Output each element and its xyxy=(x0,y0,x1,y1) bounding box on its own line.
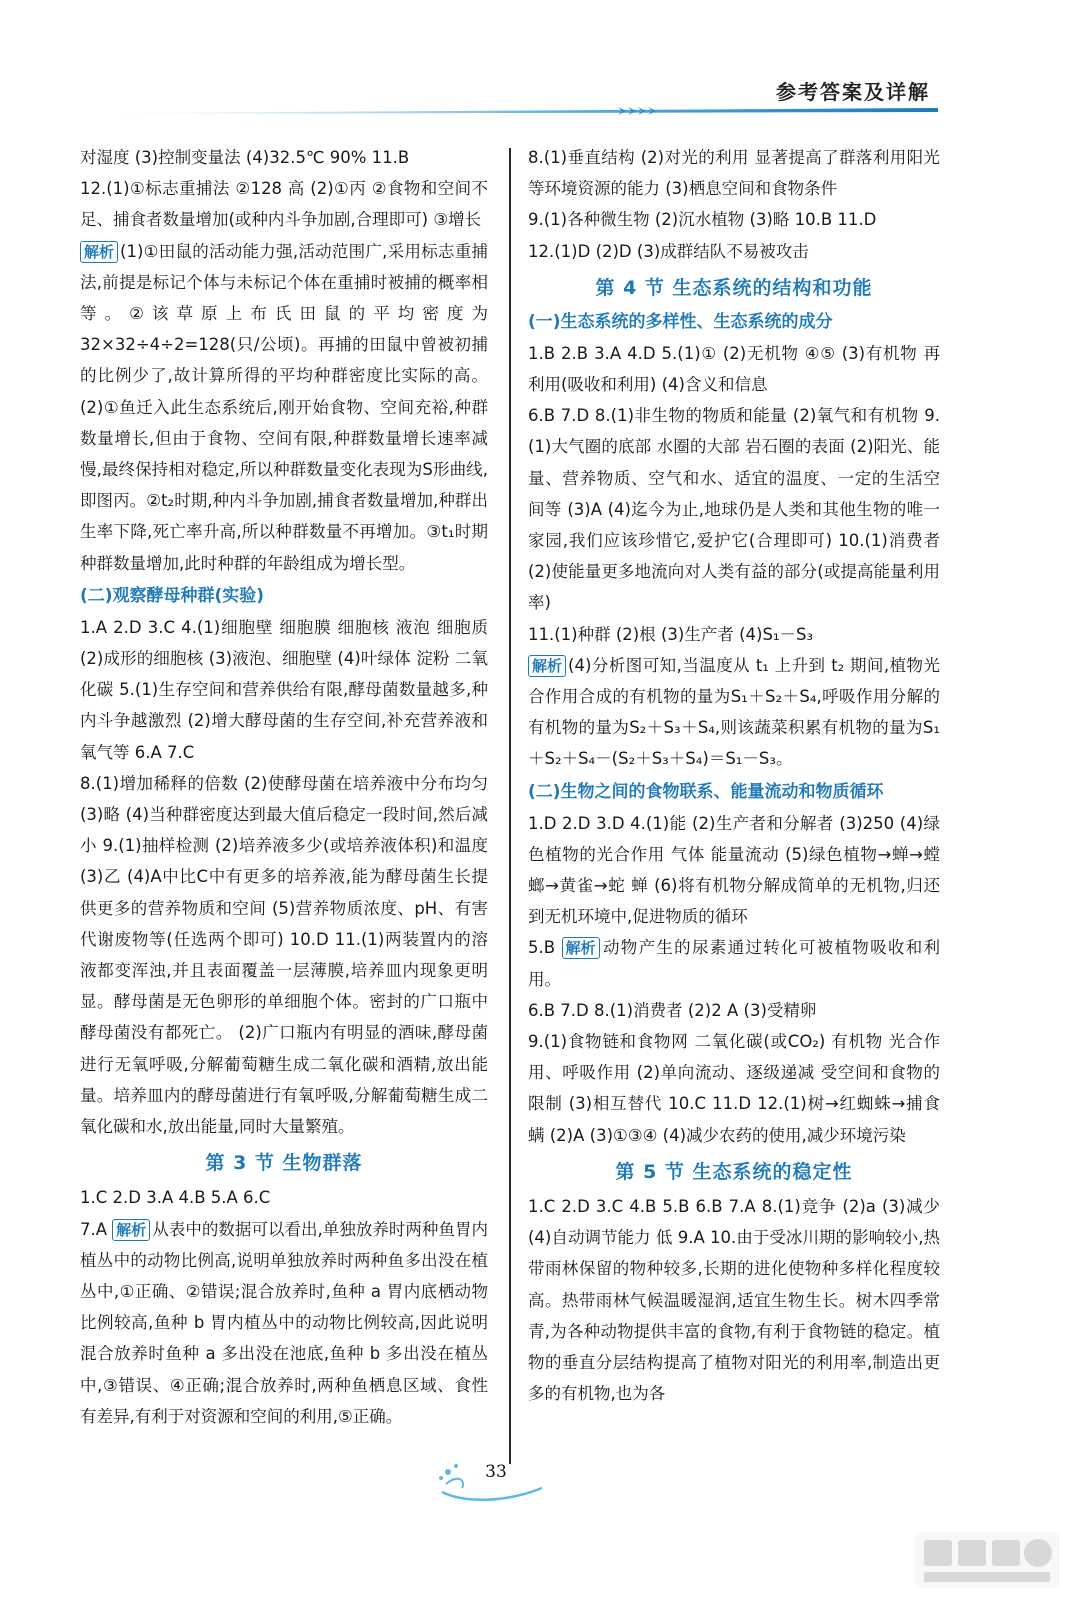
answer-paragraph xyxy=(80,612,488,768)
answer-paragraph xyxy=(80,173,488,235)
answer-paragraph xyxy=(528,808,940,933)
answer-lead: 5.B xyxy=(528,938,562,958)
analysis-tag: 解析 xyxy=(528,655,566,677)
answer-paragraph xyxy=(528,338,940,400)
section-title: 第 5 节 生态系统的稳定性 xyxy=(615,1160,853,1183)
answer-text: 6.B 7.D 8.(1)消费者 (2)2 A (3)受精卵 xyxy=(528,1000,817,1020)
watermark-logo xyxy=(912,1530,1062,1590)
answer-text: 1.A 2.D 3.C 4.(1)细胞壁 细胞膜 细胞核 液泡 细胞质 (2)成形的细胞核 (3)液泡、细胞壁 (4)叶绿体 淀粉 二氧化碳 5.(1)生存空间和营养供给有限,酵母菌数量越多,种内斗争越激烈 (2)增大酵母菌的生存空间,补充营养液和氧气等 6.A 7.C xyxy=(80,617,488,762)
answer-text: 6.B 7.D 8.(1)非生物的物质和能量 (2)氧气和有机物 9.(1)大气圈的底部 水圈的大部 岩石圈的表面 (2)阳光、能量、营养物质、空气和水、适宜的温度、一定的生活空间等 (3)A (4)迄今为止,地球仍是人类和其他生物的唯一家园,我们应该珍惜它,爱护它(合理即可) 10.(1)消费者 (2)使能量更多地流向对人类有益的部分(或提高能量利用率) xyxy=(528,406,940,613)
answer-text: (1)①田鼠的活动能力强,活动范围广,采用标志重捕法,前提是标记个体与未标记个体在重捕时被捕的概率相等。②该草原上布氏田鼠的平均密度为 32×32÷4÷2=128(只/公顷)。再捕的田鼠中曾被初捕的比例少了,故计算所得的平均种群密度比实际的高。(2)①鱼迁入此生态系统后,刚开始食物、空间充裕,种群数量增长,但由于食物、空间有限,种群数量增长速率减慢,最终保持相对稳定,所以种群数量变化表现为S形曲线,即图丙。②t₂时期,种内斗争加剧,捕食者数量增加,种群出生率下降,死亡率升高,所以种群数量不再增加。③t₁时期种群数量增加,此时种群的年龄组成为增长型。 xyxy=(80,241,488,573)
answer-paragraph xyxy=(80,1214,488,1432)
analysis-tag: 解析 xyxy=(562,937,600,959)
answer-text: 12.(1)D (2)D (3)成群结队不易被攻击 xyxy=(528,241,809,261)
answer-paragraph xyxy=(80,1182,488,1213)
answer-paragraph xyxy=(528,400,940,618)
right-column xyxy=(528,142,940,1409)
page-number: 33 xyxy=(485,1462,507,1482)
answer-paragraph xyxy=(528,204,940,235)
answer-paragraph xyxy=(528,142,940,204)
subsection-title: (二)生物之间的食物联系、能量流动和物质循环 xyxy=(528,781,884,802)
answer-text: 从表中的数据可以看出,单独放养时两种鱼胃内植丛中的动物比例高,说明单独放养时两种鱼多出没在植丛中,①正确、②错误;混合放养时,鱼种 a 胃内底栖动物比例较高,鱼种 b 胃内植丛中的动物比例较高,因此说明混合放养时鱼种 a 多出没在池底,鱼种 b 多出没在植丛中,③错误、④正确;混合放养时,两种鱼栖息区域、食性有差异,有利于对资源和空间的利用,⑤正确。 xyxy=(80,1219,488,1426)
column-divider xyxy=(509,148,511,1464)
answer-paragraph xyxy=(528,995,940,1026)
answer-text: 1.D 2.D 3.D 4.(1)能 (2)生产者和分解者 (3)250 (4)绿色植物的光合作用 气体 能量流动 (5)绿色植物→蝉→螳螂→黄雀→蛇 蝉 (6)将有机物分解成简单的无机物,归还到无机环境中,促进物质的循环 xyxy=(528,813,940,927)
answer-text: 1.B 2.B 3.A 4.D 5.(1)① (2)无机物 ④⑤ (3)有机物 再利用(吸收和利用) (4)含义和信息 xyxy=(528,343,940,395)
answer-paragraph xyxy=(528,932,940,994)
answer-lead: 7.A xyxy=(80,1219,113,1239)
answer-text: 9.(1)食物链和食物网 二氧化碳(或CO₂) 有机物 光合作用、呼吸作用 (2)单向流动、逐级递减 受空间和食物的限制 (3)相互替代 10.C 11.D 12.(1)树→红蜘蛛→捕食螨 (2)A (3)①③④ (4)减少农药的使用,减少环境污染 xyxy=(528,1032,940,1145)
answer-paragraph xyxy=(528,650,940,775)
subsection-title: (二)观察酵母种群(实验) xyxy=(80,585,265,606)
answer-text: 9.(1)各种微生物 (2)沉水植物 (3)略 10.B 11.D xyxy=(528,210,877,230)
answer-paragraph xyxy=(80,768,488,1142)
answer-text: 1.C 2.D 3.C 4.B 5.B 6.B 7.A 8.(1)竞争 (2)a (3)减少 (4)自动调节能力 低 9.A 10.由于受冰川期的影响较小,热带雨林保留的物种较多,长期的进化使物种多样化程度较高。热带雨林气候温暖湿润,适宜生物生长。树木四季常青,为各种动物提供丰富的食物,有利于食物链的稳定。植物的垂直分层结构提高了植物对阳光的利用率,制造出更多的有机物,也为各 xyxy=(528,1196,940,1404)
section-title: 第 3 节 生物群落 xyxy=(205,1152,363,1175)
answer-text: 1.C 2.D 3.A 4.B 5.A 6.C xyxy=(80,1188,271,1208)
answer-paragraph xyxy=(528,619,940,650)
answer-text: 8.(1)垂直结构 (2)对光的利用 显著提高了群落利用阳光等环境资源的能力 (3)栖息空间和食物条件 xyxy=(528,148,940,199)
answer-text: 12.(1)①标志重捕法 ②128 高 (2)①丙 ②食物和空间不足、捕食者数量增加(或种内斗争加剧,合理即可) ③增长 xyxy=(80,179,488,230)
answer-text: 对湿度 (3)控制变量法 (4)32.5℃ 90% 11.B xyxy=(80,148,410,167)
answer-paragraph xyxy=(80,236,488,579)
answer-paragraph xyxy=(528,1191,940,1409)
left-column xyxy=(80,142,488,1432)
answer-paragraph xyxy=(528,1026,940,1151)
answer-text: 8.(1)增加稀释的倍数 (2)使酵母菌在培养液中分布均匀 (3)略 (4)当种群密度达到最大值后稳定一段时间,然后减小 9.(1)抽样检测 (2)培养液多少(或培养液体积)和温度 (3)乙 (4)A中比C中有更多的培养液,能为酵母菌生长提供更多的营养物质和空间 (5)营养物质浓度、pH、有害代谢废物等(任选两个即可) 10.D 11.(1)两装置内的溶液都变浑浊,并且表面覆盖一层薄膜,培养皿内现象更明显。酵母菌是无色卵形的单细胞个体。密封的广口瓶中酵母菌没有都死亡。 (2)广口瓶内有明显的酒味,酵母菌进行无氧呼吸,分解葡萄糖生成二氧化碳和酒精,放出能量。培养皿内的酵母菌进行有氧呼吸,分解葡萄糖生成二氧化碳和水,放出能量,同时大量繁殖。 xyxy=(80,773,488,1137)
analysis-tag: 解析 xyxy=(112,1219,150,1241)
answer-paragraph xyxy=(528,236,940,267)
answer-text: 动物产生的尿素通过转化可被植物吸收和利用。 xyxy=(528,938,941,989)
header-decoration xyxy=(118,106,938,116)
analysis-tag: 解析 xyxy=(80,241,118,263)
answer-paragraph xyxy=(80,142,488,173)
answer-text: (4)分析图可知,当温度从 t₁ 上升到 t₂ 期间,植物光合作用合成的有机物的量为S₁＋S₂＋S₄,呼吸作用分解的有机物的量为S₂＋S₃＋S₄,则该蔬菜积累有机物的量为S₁＋S₂＋S₄－(S₂＋S₃＋S₄)＝S₁－S₃。 xyxy=(528,655,940,769)
header-title: 参考答案及详解 xyxy=(776,80,930,104)
subsection-title: (一)生态系统的多样性、生态系统的成分 xyxy=(528,311,833,332)
answer-text: 11.(1)种群 (2)根 (3)生产者 (4)S₁－S₃ xyxy=(528,624,814,644)
section-title: 第 4 节 生态系统的结构和功能 xyxy=(595,276,873,299)
